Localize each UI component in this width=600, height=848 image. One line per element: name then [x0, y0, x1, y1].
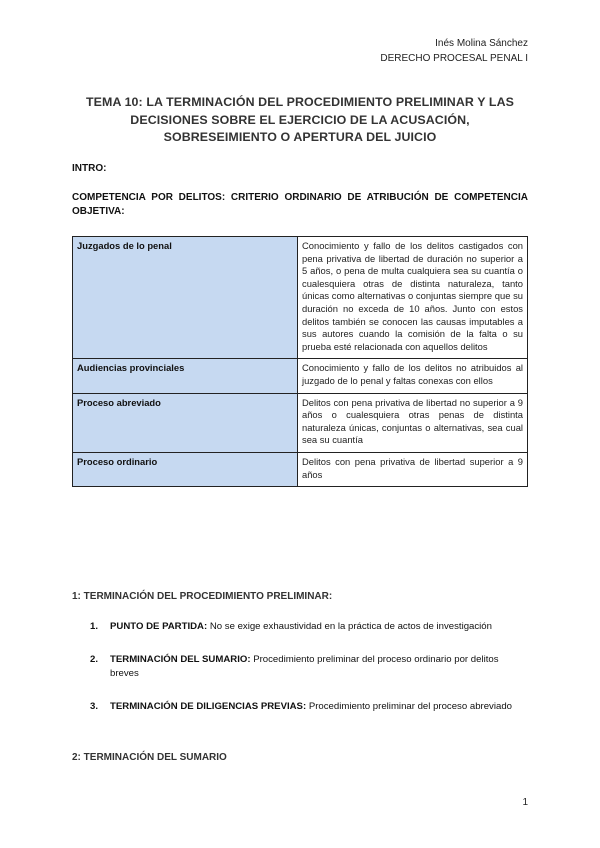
header-author: Inés Molina Sánchez	[435, 38, 528, 49]
list-item-number: 3.	[90, 701, 99, 712]
table-cell-organ: Proceso ordinario	[73, 452, 298, 486]
list-item	[72, 620, 528, 634]
table-cell-organ: Proceso abreviado	[73, 393, 298, 452]
section-heading-2: 2: TERMINACIÓN DEL SUMARIO	[72, 752, 227, 763]
table-row	[73, 359, 528, 393]
section-heading-1: 1: TERMINACIÓN DEL PROCEDIMIENTO PRELIMINAR:	[72, 591, 333, 602]
table-row	[73, 452, 528, 486]
table-cell-description: Delitos con pena privativa de libertad superior a 9 años	[298, 452, 528, 486]
document-title	[72, 94, 528, 147]
competence-table	[72, 236, 528, 487]
table-row	[73, 393, 528, 452]
list-item-text: Procedimiento preliminar del proceso ordinario por delitos breves	[110, 654, 499, 679]
title-line-1: TEMA 10: LA TERMINACIÓN DEL PROCEDIMIENTO PRELIMINAR Y LAS	[85, 95, 515, 109]
table-cell-organ: Juzgados de lo penal	[73, 237, 298, 359]
table-row	[73, 237, 528, 359]
competencia-heading: COMPETENCIA POR DELITOS: CRITERIO ORDINARIO DE ATRIBUCIÓN DE COMPETENCIA OBJETIVA:	[72, 192, 528, 217]
list-item-number: 2.	[90, 654, 99, 665]
list-item-text: No se exige exhaustividad en la práctica de actos de investigación	[207, 621, 492, 632]
table-cell-description: Conocimiento y fallo de los delitos no atribuidos al juzgado de lo penal y faltas conexas con ellos	[298, 359, 528, 393]
list-item	[72, 700, 528, 714]
intro-heading: INTRO:	[72, 163, 107, 174]
list-item-label: TERMINACIÓN DE DILIGENCIAS PREVIAS:	[110, 701, 307, 712]
page-header	[380, 36, 528, 66]
list-item-text: Procedimiento preliminar del proceso abreviado	[306, 701, 512, 712]
numbered-list	[72, 620, 528, 733]
table-cell-description: Conocimiento y fallo de los delitos castigados con pena privativa de libertad de duración no superior a 5 años, o pena de multa cualquiera sea su cuantía o cualesquiera otras de distinta naturaleza, tanto únicas como alternativas o conjuntas siempre que su duración no exceda de 10 años. Junto con estos delitos también se conocen las causas imputables a sus autores cuando la comisión de la falta o su prueba esté relacionada con aquellos delitos	[298, 237, 528, 359]
list-item-number: 1.	[90, 621, 99, 632]
list-item-label: PUNTO DE PARTIDA:	[110, 621, 208, 632]
title-line-3: SOBRESEIMIENTO O APERTURA DEL JUICIO	[163, 130, 437, 144]
list-item	[72, 653, 528, 681]
list-item-label: TERMINACIÓN DEL SUMARIO:	[110, 654, 251, 665]
table-cell-description: Delitos con pena privativa de libertad no superior a 9 años o cualesquiera otras penas de distinta naturaleza únicas, conjuntas o alternativas, sea cual sea su cuantía	[298, 393, 528, 452]
table-cell-organ: Audiencias provinciales	[73, 359, 298, 393]
title-line-2: DECISIONES SOBRE EL EJERCICIO DE LA ACUSACIÓN,	[130, 112, 470, 127]
header-subject: DERECHO PROCESAL PENAL I	[380, 53, 528, 64]
page-number: 1	[522, 797, 528, 808]
